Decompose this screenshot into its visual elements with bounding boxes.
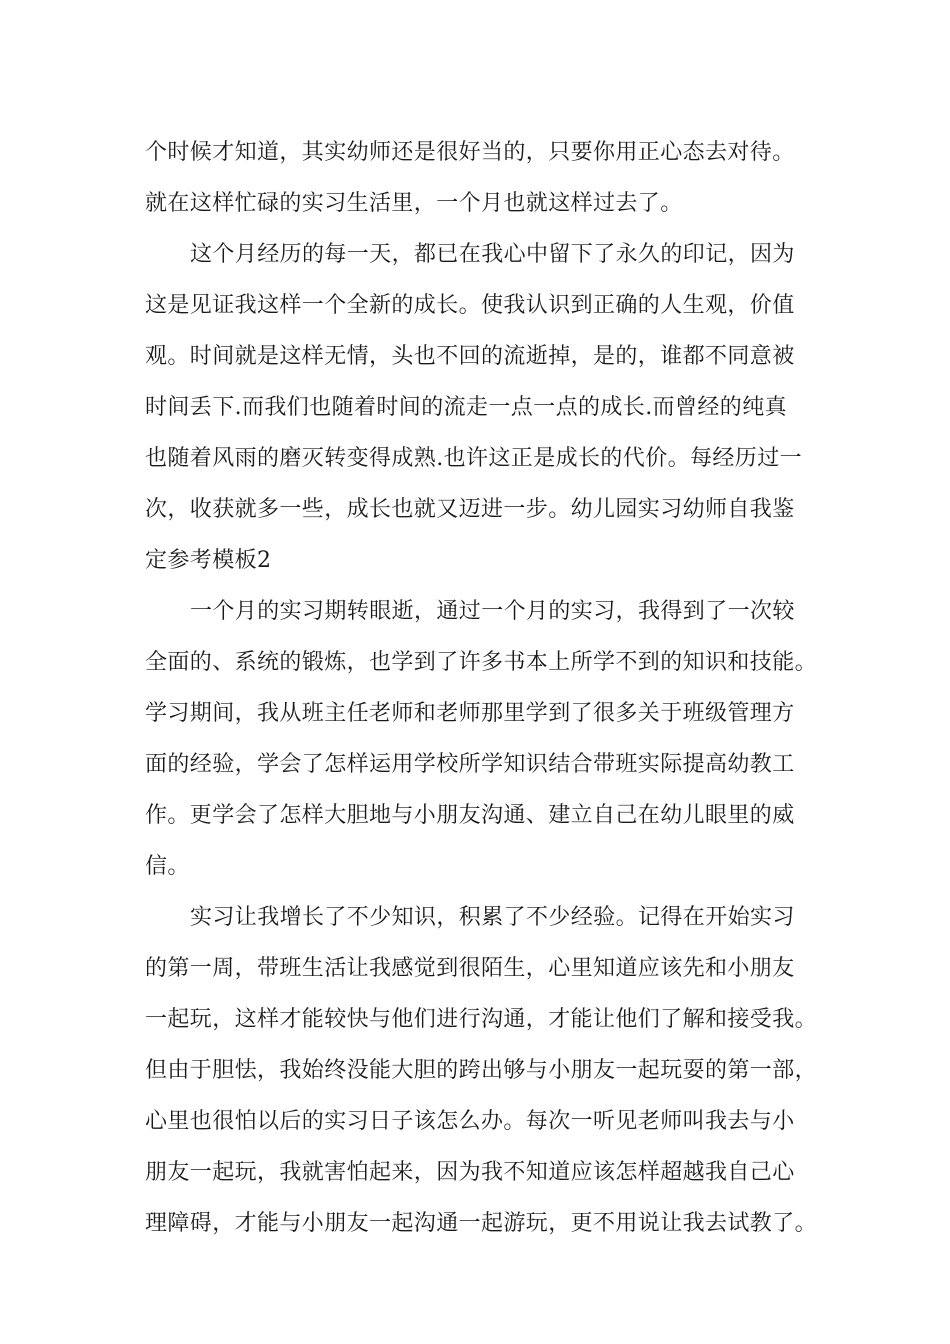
- text-line: 心里也很怕以后的实习日子该怎么办。每次一听见老师叫我去与小: [145, 1109, 795, 1134]
- text-line: 次，收获就多一些，成长也就又迈进一步。幼儿园实习幼师自我鉴: [145, 497, 795, 522]
- text-line: 朋友一起玩，我就害怕起来，因为我不知道应该怎样超越我自己心: [145, 1160, 795, 1185]
- text-line: 观。时间就是这样无情，头也不回的流逝掉，是的，谁都不同意被: [145, 344, 795, 369]
- text-line: 一起玩，这样才能较快与他们进行沟通，才能让他们了解和接受我。: [145, 1007, 818, 1032]
- text-line: 个时候才知道，其实幼师还是很好当的，只要你用正心态去对待。: [145, 140, 795, 165]
- text-line: 这是见证我这样一个全新的成长。使我认识到正确的人生观，价值: [145, 293, 795, 318]
- text-line: 也随着风雨的磨灭转变得成熟.也许这正是成长的代价。每经历过一: [145, 446, 802, 471]
- text-line: 的第一周，带班生活让我感觉到很陌生，心里知道应该先和小朋友: [145, 956, 795, 981]
- text-line: 就在这样忙碌的实习生活里，一个月也就这样过去了。: [145, 191, 683, 216]
- paragraph-start-line: 实习让我增长了不少知识，积累了不少经验。记得在开始实习: [190, 905, 795, 930]
- paragraph-start-line: 一个月的实习期转眼逝，通过一个月的实习，我得到了一次较: [190, 599, 795, 624]
- text-line: 时间丢下.而我们也随着时间的流走一点一点的成长.而曾经的纯真: [145, 395, 787, 420]
- document-body: [145, 127, 825, 1249]
- text-line: 面的经验，学会了怎样运用学校所学知识结合带班实际提高幼教工: [145, 752, 795, 777]
- text-line: 全面的、系统的锻炼，也学到了许多书本上所学不到的知识和技能。: [145, 650, 818, 675]
- text-line: 学习期间，我从班主任老师和老师那里学到了很多关于班级管理方: [145, 701, 795, 726]
- text-line: 但由于胆怯，我始终没能大胆的跨出够与小朋友一起玩耍的第一部，: [145, 1058, 818, 1083]
- text-line: 定参考模板2: [145, 548, 272, 573]
- text-line: 理障碍，才能与小朋友一起沟通一起游玩，更不用说让我去试教了。: [145, 1211, 818, 1236]
- text-line: 作。更学会了怎样大胆地与小朋友沟通、建立自己在幼儿眼里的威: [145, 803, 795, 828]
- text-line: 信。: [145, 854, 190, 879]
- paragraph-start-line: 这个月经历的每一天，都已在我心中留下了永久的印记，因为: [190, 242, 795, 267]
